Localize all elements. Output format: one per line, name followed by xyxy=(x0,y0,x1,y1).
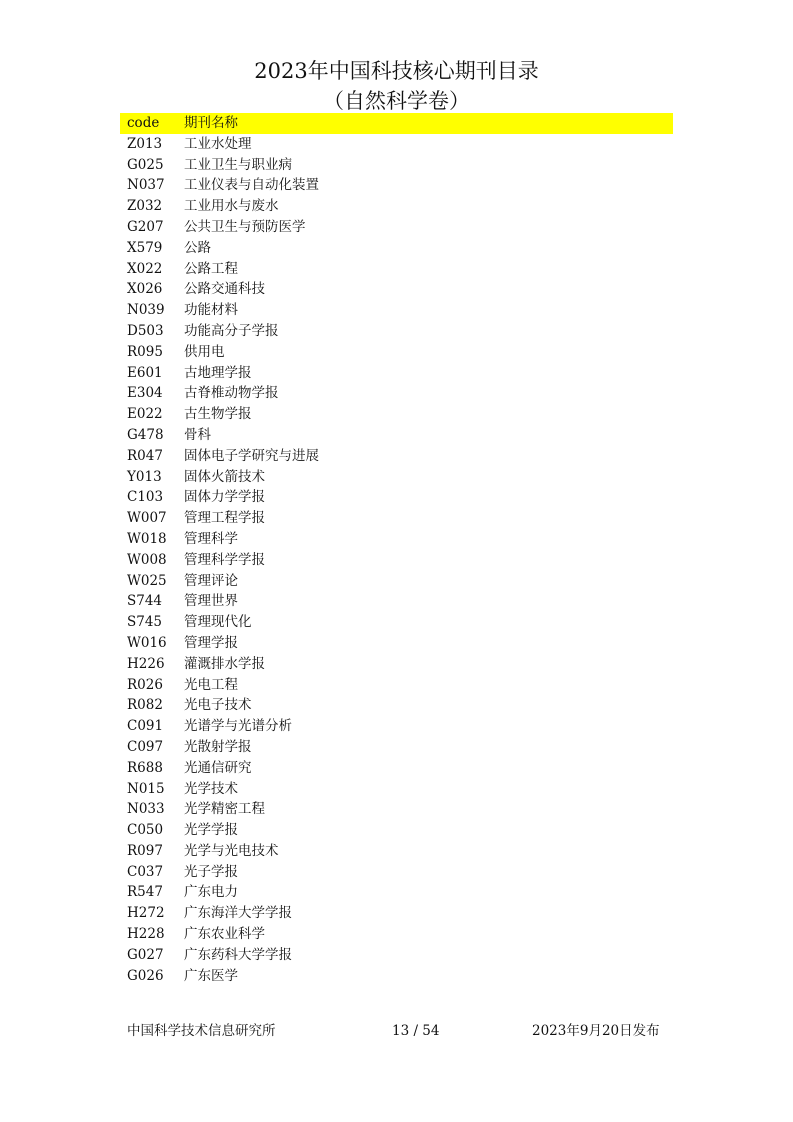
header-name: 期刊名称 xyxy=(184,115,238,131)
table-row xyxy=(120,903,673,924)
journal-name: 古生物学报 xyxy=(184,406,252,423)
journal-code: W018 xyxy=(127,530,167,547)
journal-name: 功能材料 xyxy=(184,302,238,319)
table-row xyxy=(120,363,673,384)
table-row xyxy=(120,799,673,820)
journal-name: 管理评论 xyxy=(184,572,238,589)
journal-code: D503 xyxy=(127,322,164,339)
journal-name: 管理科学 xyxy=(184,530,238,547)
table-row xyxy=(120,529,673,550)
journal-name: 骨科 xyxy=(184,426,211,443)
journal-code: X579 xyxy=(127,239,163,256)
journal-code: W008 xyxy=(127,551,167,568)
journal-code: W025 xyxy=(127,572,167,589)
journal-name: 公路工程 xyxy=(184,260,238,277)
table-row xyxy=(120,155,673,176)
journal-code: R688 xyxy=(127,759,163,776)
journal-code: R547 xyxy=(127,884,163,901)
table-row xyxy=(120,259,673,280)
journal-name: 功能高分子学报 xyxy=(184,322,279,339)
journal-code: W007 xyxy=(127,510,167,527)
footer-date: 2023年9月20日发布 xyxy=(532,1023,660,1039)
journal-name: 固体电子学研究与进展 xyxy=(184,447,319,464)
journal-code: X026 xyxy=(127,281,163,298)
journal-name: 广东药科大学学报 xyxy=(184,946,292,963)
table-row xyxy=(120,737,673,758)
document-subtitle: （自然科学卷） xyxy=(323,89,470,113)
table-row xyxy=(120,300,673,321)
journal-code: C103 xyxy=(127,489,164,506)
journal-name: 管理科学学报 xyxy=(184,551,265,568)
journal-name: 光电子技术 xyxy=(184,697,252,714)
journal-code: R026 xyxy=(127,676,163,693)
journal-name: 灌溉排水学报 xyxy=(184,655,265,672)
table-row xyxy=(120,695,673,716)
table-row xyxy=(120,716,673,737)
journal-name: 光散射学报 xyxy=(184,738,252,755)
table-row xyxy=(120,633,673,654)
table-row xyxy=(120,467,673,488)
table-row xyxy=(120,675,673,696)
table-row xyxy=(120,779,673,800)
journal-name: 管理工程学报 xyxy=(184,510,265,527)
table-row xyxy=(120,612,673,633)
table-row xyxy=(120,820,673,841)
journal-name: 供用电 xyxy=(184,343,225,360)
journal-name: 广东电力 xyxy=(184,884,238,901)
table-row xyxy=(120,425,673,446)
table-row xyxy=(120,196,673,217)
journal-name: 广东医学 xyxy=(184,967,238,984)
journal-name: 光电工程 xyxy=(184,676,238,693)
table-row xyxy=(120,758,673,779)
journal-code: S745 xyxy=(127,614,163,631)
journal-name: 管理现代化 xyxy=(184,614,252,631)
table-row xyxy=(120,134,673,155)
journal-name: 管理世界 xyxy=(184,593,238,610)
document-title: 2023年中国科技核心期刊目录 xyxy=(254,59,539,83)
journal-name: 古地理学报 xyxy=(184,364,252,381)
footer-page-number: 13 / 54 xyxy=(392,1023,440,1039)
journal-name: 广东海洋大学学报 xyxy=(184,905,292,922)
journal-code: R097 xyxy=(127,842,163,859)
table-row xyxy=(120,175,673,196)
journal-name: 固体力学学报 xyxy=(184,489,265,506)
journal-code: H228 xyxy=(127,926,165,943)
journal-name: 工业卫生与职业病 xyxy=(184,156,292,173)
journal-name: 公共卫生与预防医学 xyxy=(184,218,306,235)
journal-code: S744 xyxy=(127,593,163,610)
journal-code: W016 xyxy=(127,634,167,651)
journal-code: C097 xyxy=(127,738,164,755)
journal-code: N037 xyxy=(127,177,165,194)
journal-name: 公路交通科技 xyxy=(184,281,265,298)
table-row xyxy=(120,571,673,592)
journal-code: G027 xyxy=(127,946,164,963)
journal-name: 光学精密工程 xyxy=(184,801,265,818)
journal-name: 光学与光电技术 xyxy=(184,842,279,859)
journal-code: R082 xyxy=(127,697,163,714)
table-row xyxy=(120,217,673,238)
table-row xyxy=(120,238,673,259)
footer-publisher: 中国科学技术信息研究所 xyxy=(127,1023,276,1039)
journal-code: G207 xyxy=(127,218,164,235)
table-row xyxy=(120,945,673,966)
table-row xyxy=(120,550,673,571)
table-row xyxy=(120,487,673,508)
journal-name: 管理学报 xyxy=(184,634,238,651)
journal-code: E601 xyxy=(127,364,163,381)
journal-code: C050 xyxy=(127,822,164,839)
journal-name: 固体火箭技术 xyxy=(184,468,265,485)
table-row xyxy=(120,279,673,300)
table-body xyxy=(120,134,673,987)
table-row xyxy=(120,508,673,529)
journal-code: C037 xyxy=(127,863,164,880)
table-header-row xyxy=(120,113,673,134)
journal-name: 光子学报 xyxy=(184,863,238,880)
journal-code: G025 xyxy=(127,156,164,173)
journal-name: 工业用水与废水 xyxy=(184,198,279,215)
journal-code: N039 xyxy=(127,302,165,319)
header-code: code xyxy=(127,115,160,131)
journal-code: Y013 xyxy=(127,468,162,485)
journal-name: 工业仪表与自动化装置 xyxy=(184,177,319,194)
table-row xyxy=(120,841,673,862)
journal-code: R047 xyxy=(127,447,163,464)
journal-name: 工业水处理 xyxy=(184,135,252,152)
journal-code: H272 xyxy=(127,905,165,922)
journal-name: 古脊椎动物学报 xyxy=(184,385,279,402)
journal-name: 公路 xyxy=(184,239,211,256)
journal-name: 光谱学与光谱分析 xyxy=(184,718,292,735)
journal-table xyxy=(120,113,673,986)
journal-code: R095 xyxy=(127,343,163,360)
table-row xyxy=(120,882,673,903)
journal-code: C091 xyxy=(127,718,164,735)
table-row xyxy=(120,383,673,404)
journal-name: 广东农业科学 xyxy=(184,926,265,943)
journal-name: 光学技术 xyxy=(184,780,238,797)
table-row xyxy=(120,654,673,675)
table-row xyxy=(120,342,673,363)
journal-code: E022 xyxy=(127,406,163,423)
journal-code: G026 xyxy=(127,967,164,984)
table-row xyxy=(120,404,673,425)
table-row xyxy=(120,591,673,612)
journal-code: X022 xyxy=(127,260,163,277)
table-row xyxy=(120,924,673,945)
journal-code: H226 xyxy=(127,655,165,672)
table-row xyxy=(120,862,673,883)
journal-code: G478 xyxy=(127,426,164,443)
table-row xyxy=(120,446,673,467)
journal-code: E304 xyxy=(127,385,163,402)
journal-code: Z032 xyxy=(127,198,163,215)
journal-name: 光通信研究 xyxy=(184,759,252,776)
journal-code: N033 xyxy=(127,801,165,818)
journal-code: N015 xyxy=(127,780,165,797)
journal-code: Z013 xyxy=(127,135,163,152)
table-row xyxy=(120,966,673,987)
table-row xyxy=(120,321,673,342)
journal-name: 光学学报 xyxy=(184,822,238,839)
